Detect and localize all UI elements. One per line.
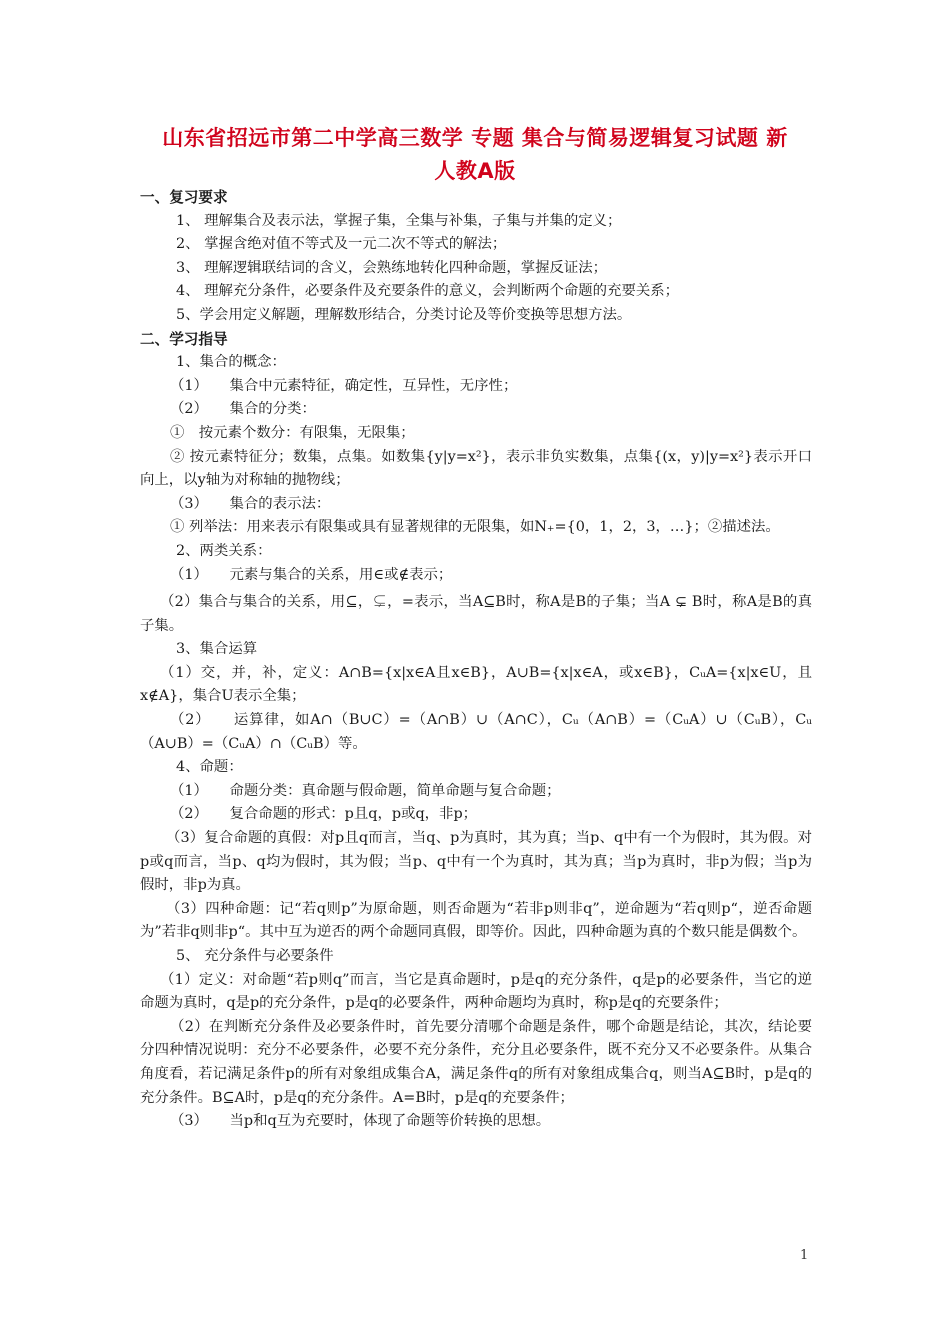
guide-paragraph: （1）交，并，补，定义：A∩B={x|x∈A且x∈B}，A∪B={x|x∈A，或x∈B}，CᵤA={x|x∈U，且x∉A}，集合U表示全集；: [140, 664, 812, 705]
guide-line: ① 列举法：用来表示有限集或具有显著规律的无限集，如N₊={0，1，2，3，…}；②描述法。: [170, 519, 780, 536]
review-item-3: 3、 理解逻辑联结词的含义，会熟练地转化四种命题，掌握反证法；: [176, 259, 608, 276]
guide-paragraph: （2）在判断充分条件及必要条件时，首先要分清哪个命题是条件，哪个命题是结论，其次，结论要分四种情况说明：充分不必要条件，必要不充分条件，充分且必要条件，既不充分又不必要条件。从集合角度看，若记满足条件p的所有对象组成集合A，满足条件q的所有对象组成集合q，则当A⊆B时，p是q的充分条件。B⊆A时，p是q的充分条件。A=B时，p是q的充要条件；: [140, 1018, 812, 1106]
guide-line: 4、命题：: [176, 759, 243, 776]
guide-paragraph: （1）定义：对命题“若p则q”而言，当它是真命题时，p是q的充分条件，q是p的必要条件，当它的逆命题为真时，q是p的充分条件，p是q的必要条件，两种命题均为真时，称p是q的充要条件；: [140, 971, 812, 1012]
guide-line: （1） 集合中元素特征，确定性，互异性，无序性；: [170, 377, 518, 394]
guide-paragraph: （3）四种命题：记“若q则p”为原命题，则否命题为“若非p则非q”，逆命题为“若q则p“，逆否命题为”若非q则非p“。其中互为逆否的两个命题同真假，即等价。因此，四种命题为真的个数只能是偶数个。: [140, 900, 812, 941]
review-item-2: 2、 掌握含绝对值不等式及一元二次不等式的解法；: [176, 236, 507, 253]
guide-line: 3、集合运算: [176, 641, 258, 658]
title-line-1: 山东省招远市第二中学高三数学 专题 集合与简易逻辑复习试题 新: [162, 126, 788, 150]
guide-paragraph: （2）集合与集合的关系，用⊆，⊊，=表示，当A⊆B时，称A是B的子集；当A ⊊ B时，称A是B的真子集。: [140, 594, 812, 634]
guide-line: 2、两类关系：: [176, 542, 272, 559]
document-body: [140, 186, 812, 1134]
guide-line: （1） 元素与集合的关系，用∈或∉表示；: [170, 566, 453, 583]
section-heading-guide: 二、学习指导: [140, 330, 228, 348]
guide-paragraph: （2） 运算律，如A∩（B∪C）=（A∩B）∪（A∩C），Cᵤ（A∩B）=（CᵤA）∪（CᵤB），Cᵤ（A∪B）=（CᵤA）∩（CᵤB）等。: [140, 712, 812, 752]
page-number: 1: [800, 1248, 809, 1263]
title-line-2: 人教A版: [434, 159, 516, 183]
guide-line: ① 按元素个数分：有限集，无限集；: [170, 424, 415, 441]
document-title: [140, 122, 810, 188]
guide-line: 1、集合的概念：: [176, 354, 286, 371]
guide-line: （2） 集合的分类：: [170, 401, 316, 418]
guide-line: （3） 集合的表示法：: [170, 495, 331, 512]
review-item-1: 1、 理解集合及表示法，掌握子集，全集与补集，子集与并集的定义；: [176, 212, 622, 229]
guide-line: （3） 当p和q互为充要时，体现了命题等价转换的思想。: [170, 1113, 551, 1130]
review-item-4: 4、 理解充分条件，必要条件及充要条件的意义，会判断两个命题的充要关系；: [176, 283, 680, 300]
section-heading-review: 一、复习要求: [140, 189, 228, 206]
guide-line: 5、 充分条件与必要条件: [176, 948, 334, 964]
guide-paragraph: ② 按元素特征分；数集，点集。如数集{y|y=x²}，表示非负实数集，点集{(x，y)|y=x²}表示开口向上，以y轴为对称轴的抛物线；: [140, 448, 812, 489]
review-item-5: 5、学会用定义解题，理解数形结合，分类讨论及等价变换等思想方法。: [176, 306, 632, 323]
guide-line: （1） 命题分类：真命题与假命题，简单命题与复合命题；: [170, 782, 561, 799]
guide-line: （2） 复合命题的形式：p且q，p或q，非p；: [170, 806, 478, 823]
guide-paragraph: （3）复合命题的真假：对p且q而言，当q、p为真时，其为真；当p、q中有一个为假时，其为假。对p或q而言，当p、q均为假时，其为假；当p、q中有一个为真时，其为真；当p为真时，非p为假；当p为假时，非p为真。: [140, 830, 812, 894]
